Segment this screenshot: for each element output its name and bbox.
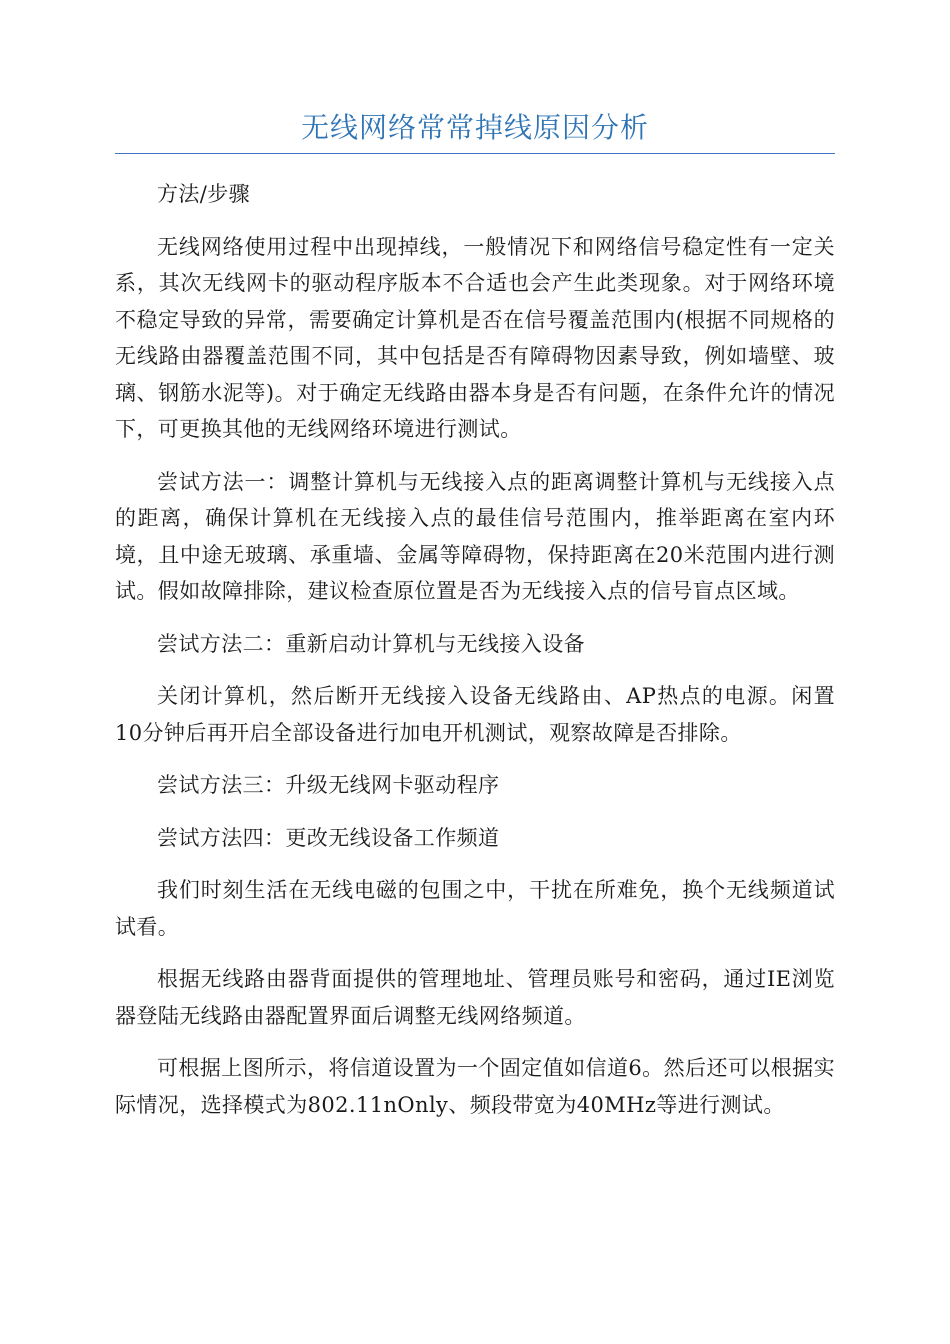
document-body: [115, 176, 835, 1139]
paragraph-method-four: 尝试方法四：更改无线设备工作频道: [157, 825, 500, 850]
paragraph-method-steps: 方法/步骤: [157, 182, 251, 206]
paragraph-intro: 无线网络使用过程中出现掉线，一般情况下和网络信号稳定性有一定关系，其次无线网卡的驱动程序版本不合适也会产生此类现象。对于网络环境不稳定导致的异常，需要确定计算机是否在信号覆盖范围内(根据不同规格的无线路由器覆盖范围不同，其中包括是否有障碍物因素导致，例如墙壁、玻璃、钢筋水泥等)。对于确定无线路由器本身是否有问题，在条件允许的情况下，可更换其他的无线网络环境进行测试。: [115, 234, 835, 441]
paragraph-method-two: 尝试方法二：重新启动计算机与无线接入设备: [157, 631, 585, 656]
document-title: 无线网络常常掉线原因分析: [300, 111, 649, 144]
paragraph-interference: 我们时刻生活在无线电磁的包围之中，干扰在所难免，换个无线频道试试看。: [115, 878, 835, 939]
paragraph-method-two-detail: 关闭计算机，然后断开无线接入设备无线路由、AP热点的电源。闲置10分钟后再开启全部设备进行加电开机测试，观察故障是否排除。: [115, 684, 835, 745]
title-underline: [115, 153, 835, 154]
paragraph-router-config: 根据无线路由器背面提供的管理地址、管理员账号和密码，通过IE浏览器登陆无线路由器配置界面后调整无线网络频道。: [115, 967, 835, 1028]
paragraph-channel-setting: 可根据上图所示，将信道设置为一个固定值如信道6。然后还可以根据实际情况，选择模式为802.11nOnly、频段带宽为40MHz等进行测试。: [115, 1056, 835, 1117]
paragraph-method-three: 尝试方法三：升级无线网卡驱动程序: [157, 773, 500, 797]
paragraph-method-one: 尝试方法一：调整计算机与无线接入点的距离调整计算机与无线接入点的距离，确保计算机在无线接入点的最佳信号范围内，推举距离在室内环境，且中途无玻璃、承重墙、金属等障碍物，保持距离在20米范围内进行测试。假如故障排除，建议检查原位置是否为无线接入点的信号盲点区域。: [115, 469, 835, 603]
